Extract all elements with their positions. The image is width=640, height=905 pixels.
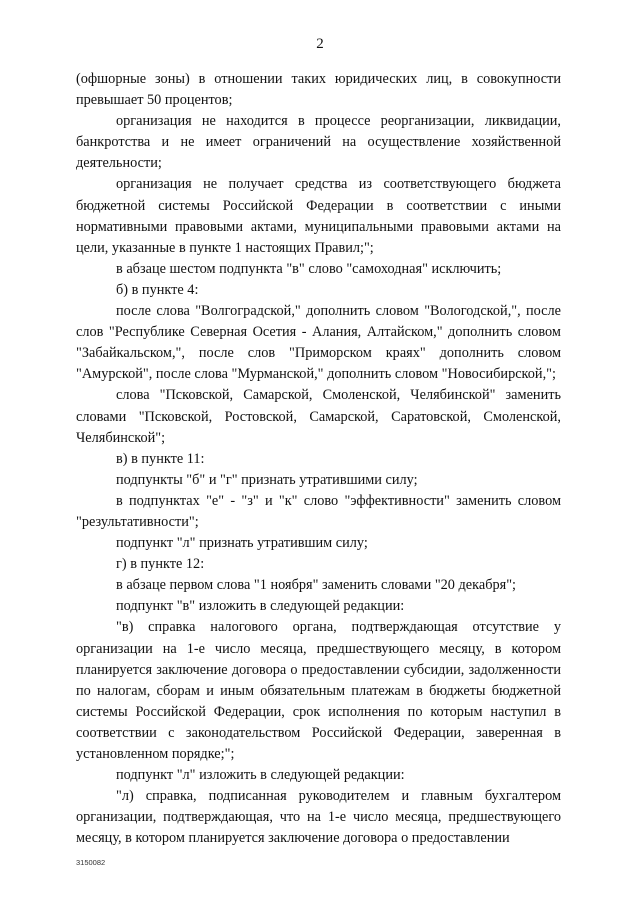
document-code: 3150082 [76,858,106,867]
document-body [76,69,561,849]
paragraph: в подпунктах "е" - "з" и "к" слово "эффективности" заменить словом "результативности"; [76,492,561,530]
paragraph: б) в пункте 4: [116,281,199,298]
paragraph: г) в пункте 12: [116,556,205,573]
paragraph: организация не находится в процессе реорганизации, ликвидации, банкротства и не имеет ограничений на осуществление хозяйственной деятельности; [76,113,561,172]
paragraph: (офшорные зоны) в отношении таких юридических лиц, в совокупности превышает 50 процентов; [76,71,561,109]
paragraph: "л) справка, подписанная руководителем и главным бухгалтером организации, подтверждающая, что на 1-е число месяца, предшествующего месяцу, в котором планируется заключение договора о предоставлении [76,788,561,847]
paragraph: подпункты "б" и "г" признать утратившими силу; [116,471,418,488]
page-number: 2 [316,36,324,52]
paragraph: в абзаце первом слова "1 ноября" заменить словами "20 декабря"; [116,577,517,594]
paragraph: в абзаце шестом подпункта "в" слово "самоходная" исключить; [116,260,502,277]
paragraph: слова "Псковской, Самарской, Смоленской, Челябинской" заменить словами "Псковской, Ростовской, Самарской, Саратовской, Смоленской, Челябинской"; [76,387,561,446]
paragraph: подпункт "в" изложить в следующей редакции: [116,598,405,615]
paragraph: подпункт "л" признать утратившим силу; [116,535,368,552]
paragraph: подпункт "л" изложить в следующей редакции: [116,767,405,784]
paragraph: после слова "Волгоградской," дополнить словом "Вологодской,", после слов "Республике Северная Осетия - Алания, Алтайском," дополнить словом "Забайкальском,", после слов "Приморском краях" дополнить словом "Амурской", после слова "Мурманской," дополнить словом "Новосибирской,"; [76,303,561,383]
paragraph: организация не получает средства из соответствующего бюджета бюджетной системы Российской Федерации в соответствии с иными нормативными правовыми актами, муниципальными правовыми актами на цели, указанные в пункте 1 настоящих Правил;"; [76,176,561,256]
paragraph: "в) справка налогового органа, подтверждающая отсутствие у организации на 1-е число месяца, предшествующего месяцу, в котором планируется заключение договора о предоставлении субсидии, задолженности по налогам, сборам и иным обязательным платежам в бюджеты бюджетной системы Российской Федерации, срок исполнения по которым наступил в соответствии с законодательством Российской Федерации, заверенная в установленном порядке;"; [76,619,561,762]
paragraph: в) в пункте 11: [116,450,205,467]
